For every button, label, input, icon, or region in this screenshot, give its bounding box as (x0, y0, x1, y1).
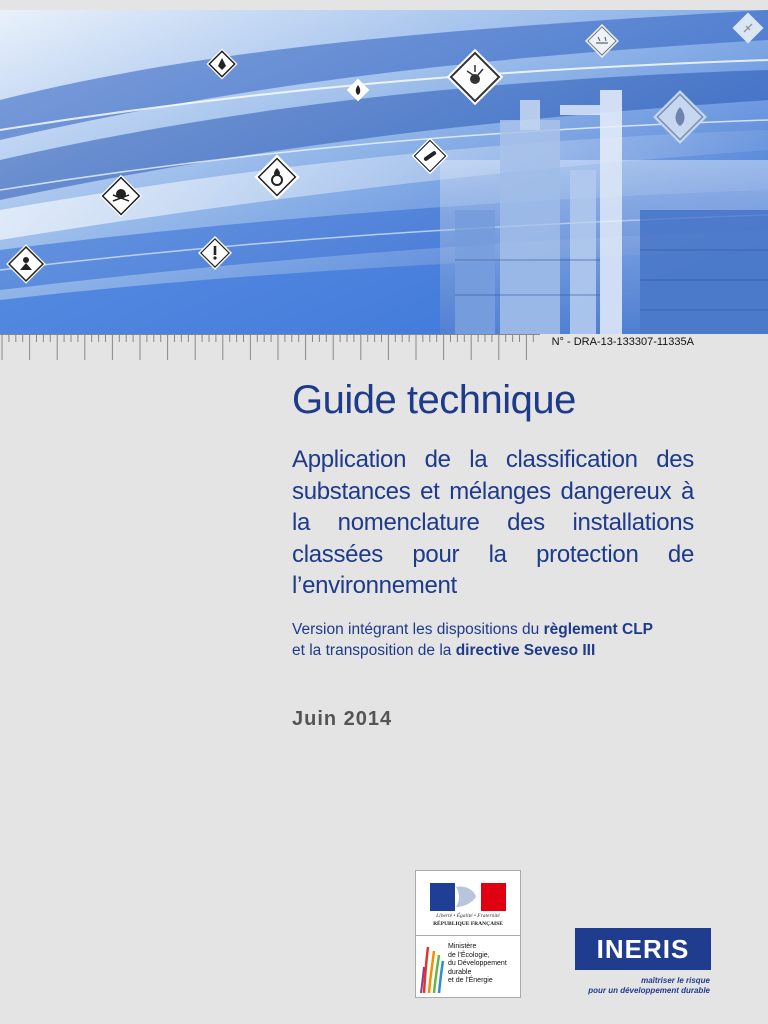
ineris-tagline (588, 976, 710, 996)
version-seveso: directive Seveso III (455, 642, 596, 659)
ministry-line: du Développement (448, 960, 507, 968)
marianne-flag-icon (430, 883, 506, 911)
republic-name: RÉPUBLIQUE FRANÇAISE (433, 921, 503, 927)
ministry-line: durable (448, 968, 472, 976)
republique-francaise-logo (415, 870, 521, 998)
republic-motto: Liberté • Égalité • Fraternité (436, 913, 500, 919)
document-subtitle: Application de la classification des substances et mélanges dangereux à la nomenclature des installations classées pour la protection de l’environnement (292, 446, 694, 599)
logo-divider (416, 935, 520, 936)
ministry-line: Ministère (448, 943, 477, 950)
version-clp: règlement CLP (543, 621, 653, 638)
ineris-tagline-line2: pour un développement durable (588, 986, 710, 995)
publication-date: Juin 2014 (292, 708, 393, 730)
ineris-tagline-line1: maîtriser le risque (641, 976, 710, 985)
ineris-logo: INERIS (575, 928, 711, 970)
version-mid: et la transposition de la (292, 642, 456, 659)
ministry-line: et de l’Énergie (448, 977, 493, 985)
ministry-line: de l’Écologie, (448, 951, 490, 959)
ministry-name (448, 943, 520, 986)
version-prefix: Version intégrant les dispositions du (292, 621, 544, 638)
cover-banner (0, 10, 768, 334)
version-note (292, 619, 712, 661)
document-number: N° - DRA-13-133307-11335A (551, 336, 694, 348)
ministry-color-strokes-icon (420, 941, 446, 995)
document-title: Guide technique (292, 378, 576, 422)
